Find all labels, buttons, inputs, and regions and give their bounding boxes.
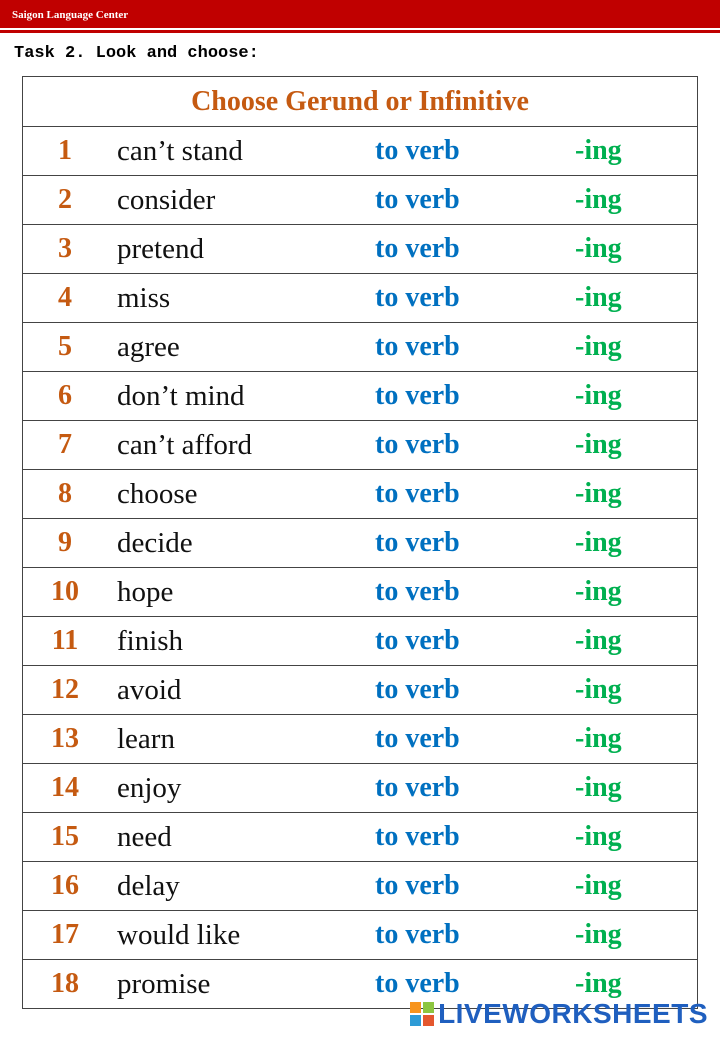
item-number: 13 xyxy=(23,715,108,764)
option-to-verb[interactable]: to verb xyxy=(375,225,575,274)
verb-phrase: would like xyxy=(107,911,375,960)
liveworksheets-text: LIVEWORKSHEETS xyxy=(438,998,708,1029)
item-number: 4 xyxy=(23,274,108,323)
table-row xyxy=(23,715,698,764)
verb-phrase: choose xyxy=(107,470,375,519)
table-row xyxy=(23,176,698,225)
item-number: 3 xyxy=(23,225,108,274)
item-number: 9 xyxy=(23,519,108,568)
table-title: Choose Gerund or Infinitive xyxy=(23,77,698,127)
table-row xyxy=(23,421,698,470)
option-ing[interactable]: -ing xyxy=(575,568,698,617)
option-to-verb[interactable]: to verb xyxy=(375,274,575,323)
table-row xyxy=(23,666,698,715)
item-number: 2 xyxy=(23,176,108,225)
option-ing[interactable]: -ing xyxy=(575,764,698,813)
header-bar xyxy=(0,0,720,28)
option-ing[interactable]: -ing xyxy=(575,617,698,666)
option-ing[interactable]: -ing xyxy=(575,372,698,421)
worksheet-table xyxy=(22,76,698,1009)
option-to-verb[interactable]: to verb xyxy=(375,764,575,813)
option-to-verb[interactable]: to verb xyxy=(375,323,575,372)
option-ing[interactable]: -ing xyxy=(575,519,698,568)
item-number: 10 xyxy=(23,568,108,617)
option-ing[interactable]: -ing xyxy=(575,225,698,274)
option-ing[interactable]: -ing xyxy=(575,470,698,519)
verb-phrase: can’t afford xyxy=(107,421,375,470)
option-to-verb[interactable]: to verb xyxy=(375,666,575,715)
item-number: 8 xyxy=(23,470,108,519)
table-title-row xyxy=(23,77,698,127)
item-number: 14 xyxy=(23,764,108,813)
option-ing[interactable]: -ing xyxy=(575,862,698,911)
item-number: 7 xyxy=(23,421,108,470)
verb-phrase: consider xyxy=(107,176,375,225)
option-ing[interactable]: -ing xyxy=(575,960,698,1009)
verb-phrase: delay xyxy=(107,862,375,911)
option-to-verb[interactable]: to verb xyxy=(375,617,575,666)
verb-phrase: promise xyxy=(107,960,375,1009)
option-to-verb[interactable]: to verb xyxy=(375,568,575,617)
verb-phrase: can’t stand xyxy=(107,127,375,176)
table-row xyxy=(23,225,698,274)
option-ing[interactable]: -ing xyxy=(575,274,698,323)
table-row xyxy=(23,127,698,176)
item-number: 6 xyxy=(23,372,108,421)
option-ing[interactable]: -ing xyxy=(575,176,698,225)
option-ing[interactable]: -ing xyxy=(575,323,698,372)
item-number: 12 xyxy=(23,666,108,715)
option-ing[interactable]: -ing xyxy=(575,715,698,764)
option-to-verb[interactable]: to verb xyxy=(375,715,575,764)
item-number: 16 xyxy=(23,862,108,911)
option-to-verb[interactable]: to verb xyxy=(375,960,575,1009)
liveworksheets-logo-icon xyxy=(410,1002,434,1026)
option-ing[interactable]: -ing xyxy=(575,127,698,176)
verb-phrase: pretend xyxy=(107,225,375,274)
task-title: Task 2. Look and choose: xyxy=(14,44,259,63)
table-row xyxy=(23,470,698,519)
verb-phrase: learn xyxy=(107,715,375,764)
verb-phrase: enjoy xyxy=(107,764,375,813)
option-to-verb[interactable]: to verb xyxy=(375,519,575,568)
organization-name: Saigon Language Center xyxy=(12,9,129,21)
option-to-verb[interactable]: to verb xyxy=(375,127,575,176)
table-row xyxy=(23,862,698,911)
option-to-verb[interactable]: to verb xyxy=(375,176,575,225)
option-to-verb[interactable]: to verb xyxy=(375,911,575,960)
table-row xyxy=(23,372,698,421)
table-row xyxy=(23,764,698,813)
verb-phrase: avoid xyxy=(107,666,375,715)
item-number: 11 xyxy=(23,617,108,666)
table-row xyxy=(23,519,698,568)
verb-phrase: need xyxy=(107,813,375,862)
option-to-verb[interactable]: to verb xyxy=(375,813,575,862)
option-to-verb[interactable]: to verb xyxy=(375,372,575,421)
verb-phrase: finish xyxy=(107,617,375,666)
table-row xyxy=(23,274,698,323)
item-number: 1 xyxy=(23,127,108,176)
table-row xyxy=(23,323,698,372)
verb-phrase: miss xyxy=(107,274,375,323)
option-ing[interactable]: -ing xyxy=(575,813,698,862)
table-row xyxy=(23,911,698,960)
header-divider xyxy=(0,30,720,33)
table-row xyxy=(23,568,698,617)
verb-phrase: agree xyxy=(107,323,375,372)
option-to-verb[interactable]: to verb xyxy=(375,470,575,519)
item-number: 15 xyxy=(23,813,108,862)
verb-phrase: hope xyxy=(107,568,375,617)
liveworksheets-watermark xyxy=(410,998,708,1030)
item-number: 5 xyxy=(23,323,108,372)
table-row xyxy=(23,617,698,666)
option-to-verb[interactable]: to verb xyxy=(375,862,575,911)
item-number: 18 xyxy=(23,960,108,1009)
table-body xyxy=(23,127,698,1009)
item-number: 17 xyxy=(23,911,108,960)
option-to-verb[interactable]: to verb xyxy=(375,421,575,470)
verb-phrase: don’t mind xyxy=(107,372,375,421)
option-ing[interactable]: -ing xyxy=(575,421,698,470)
option-ing[interactable]: -ing xyxy=(575,911,698,960)
table-row xyxy=(23,813,698,862)
option-ing[interactable]: -ing xyxy=(575,666,698,715)
verb-phrase: decide xyxy=(107,519,375,568)
